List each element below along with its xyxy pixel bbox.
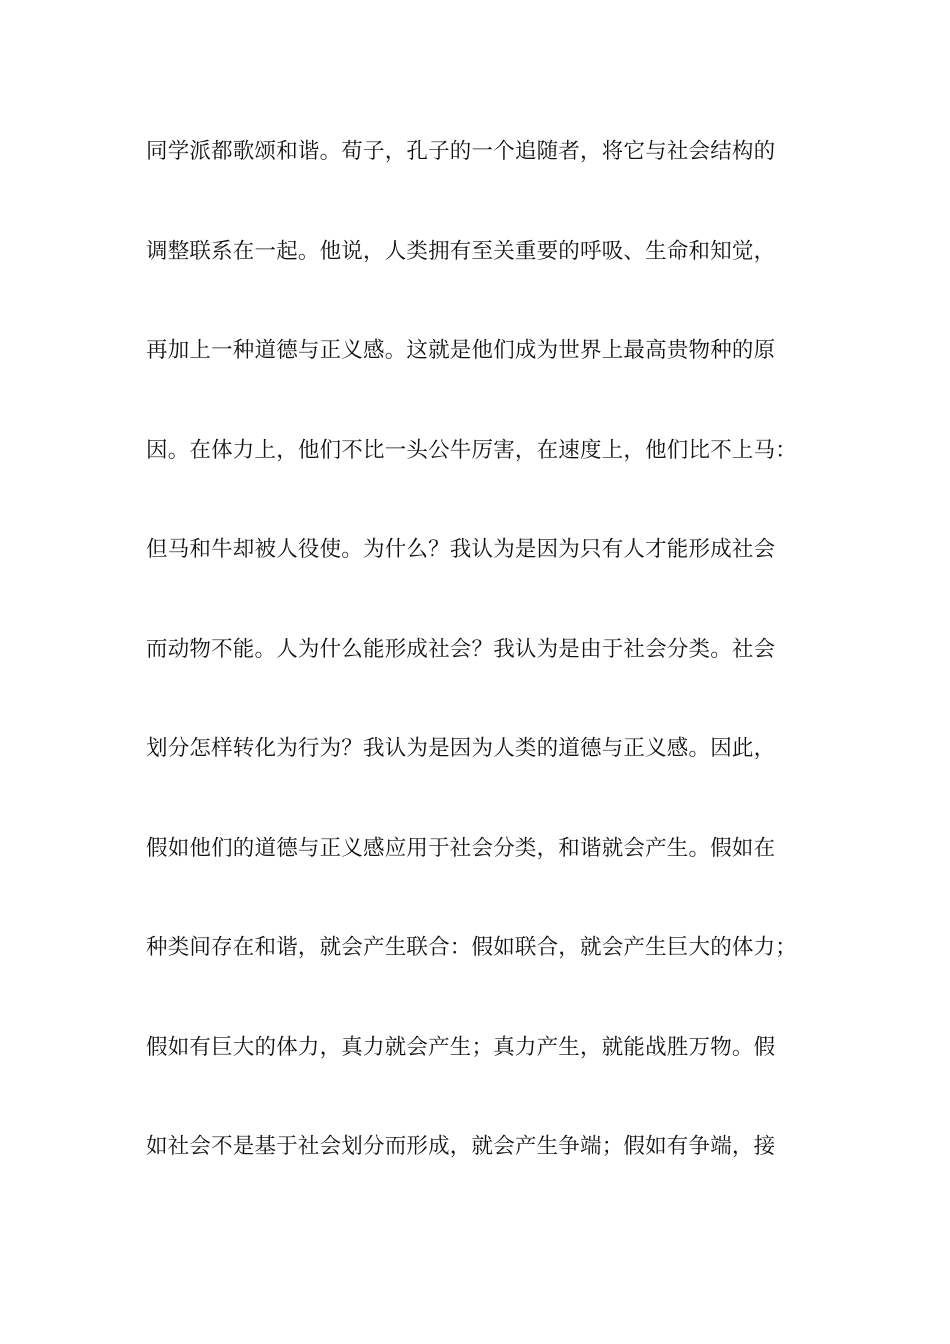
- text-line: 但马和牛却被人役使。为什么？我认为是因为只有人才能形成社会: [146, 537, 776, 562]
- text-line: 假如有巨大的体力，真力就会产生；真力产生，就能战胜万物。假: [146, 1034, 776, 1060]
- text-line: 再加上一种道德与正义感。这就是他们成为世界上最高贵物种的原: [146, 338, 776, 363]
- text-line: 划分怎样转化为行为？我认为是因为人类的道德与正义感。因此，: [146, 736, 776, 761]
- text-line: 如社会不是基于社会划分而形成，就会产生争端；假如有争端，接: [146, 1134, 776, 1159]
- text-line: 同学派都歌颂和谐。荀子，孔子的一个追随者，将它与社会结构的: [146, 139, 776, 164]
- text-line: 种类间存在和谐，就会产生联合：假如联合，就会产生巨大的体力；: [146, 935, 798, 960]
- text-line: 假如他们的道德与正义感应用于社会分类，和谐就会产生。假如在: [146, 835, 776, 861]
- text-line: 而动物不能。人为什么能形成社会？我认为是由于社会分类。社会: [146, 636, 776, 662]
- body-text: [146, 131, 816, 1226]
- text-line: 调整联系在一起。他说，人类拥有至关重要的呼吸、生命和知觉，: [146, 238, 776, 264]
- text-line: 因。在体力上，他们不比一头公牛厉害，在速度上，他们比不上马：: [146, 437, 798, 463]
